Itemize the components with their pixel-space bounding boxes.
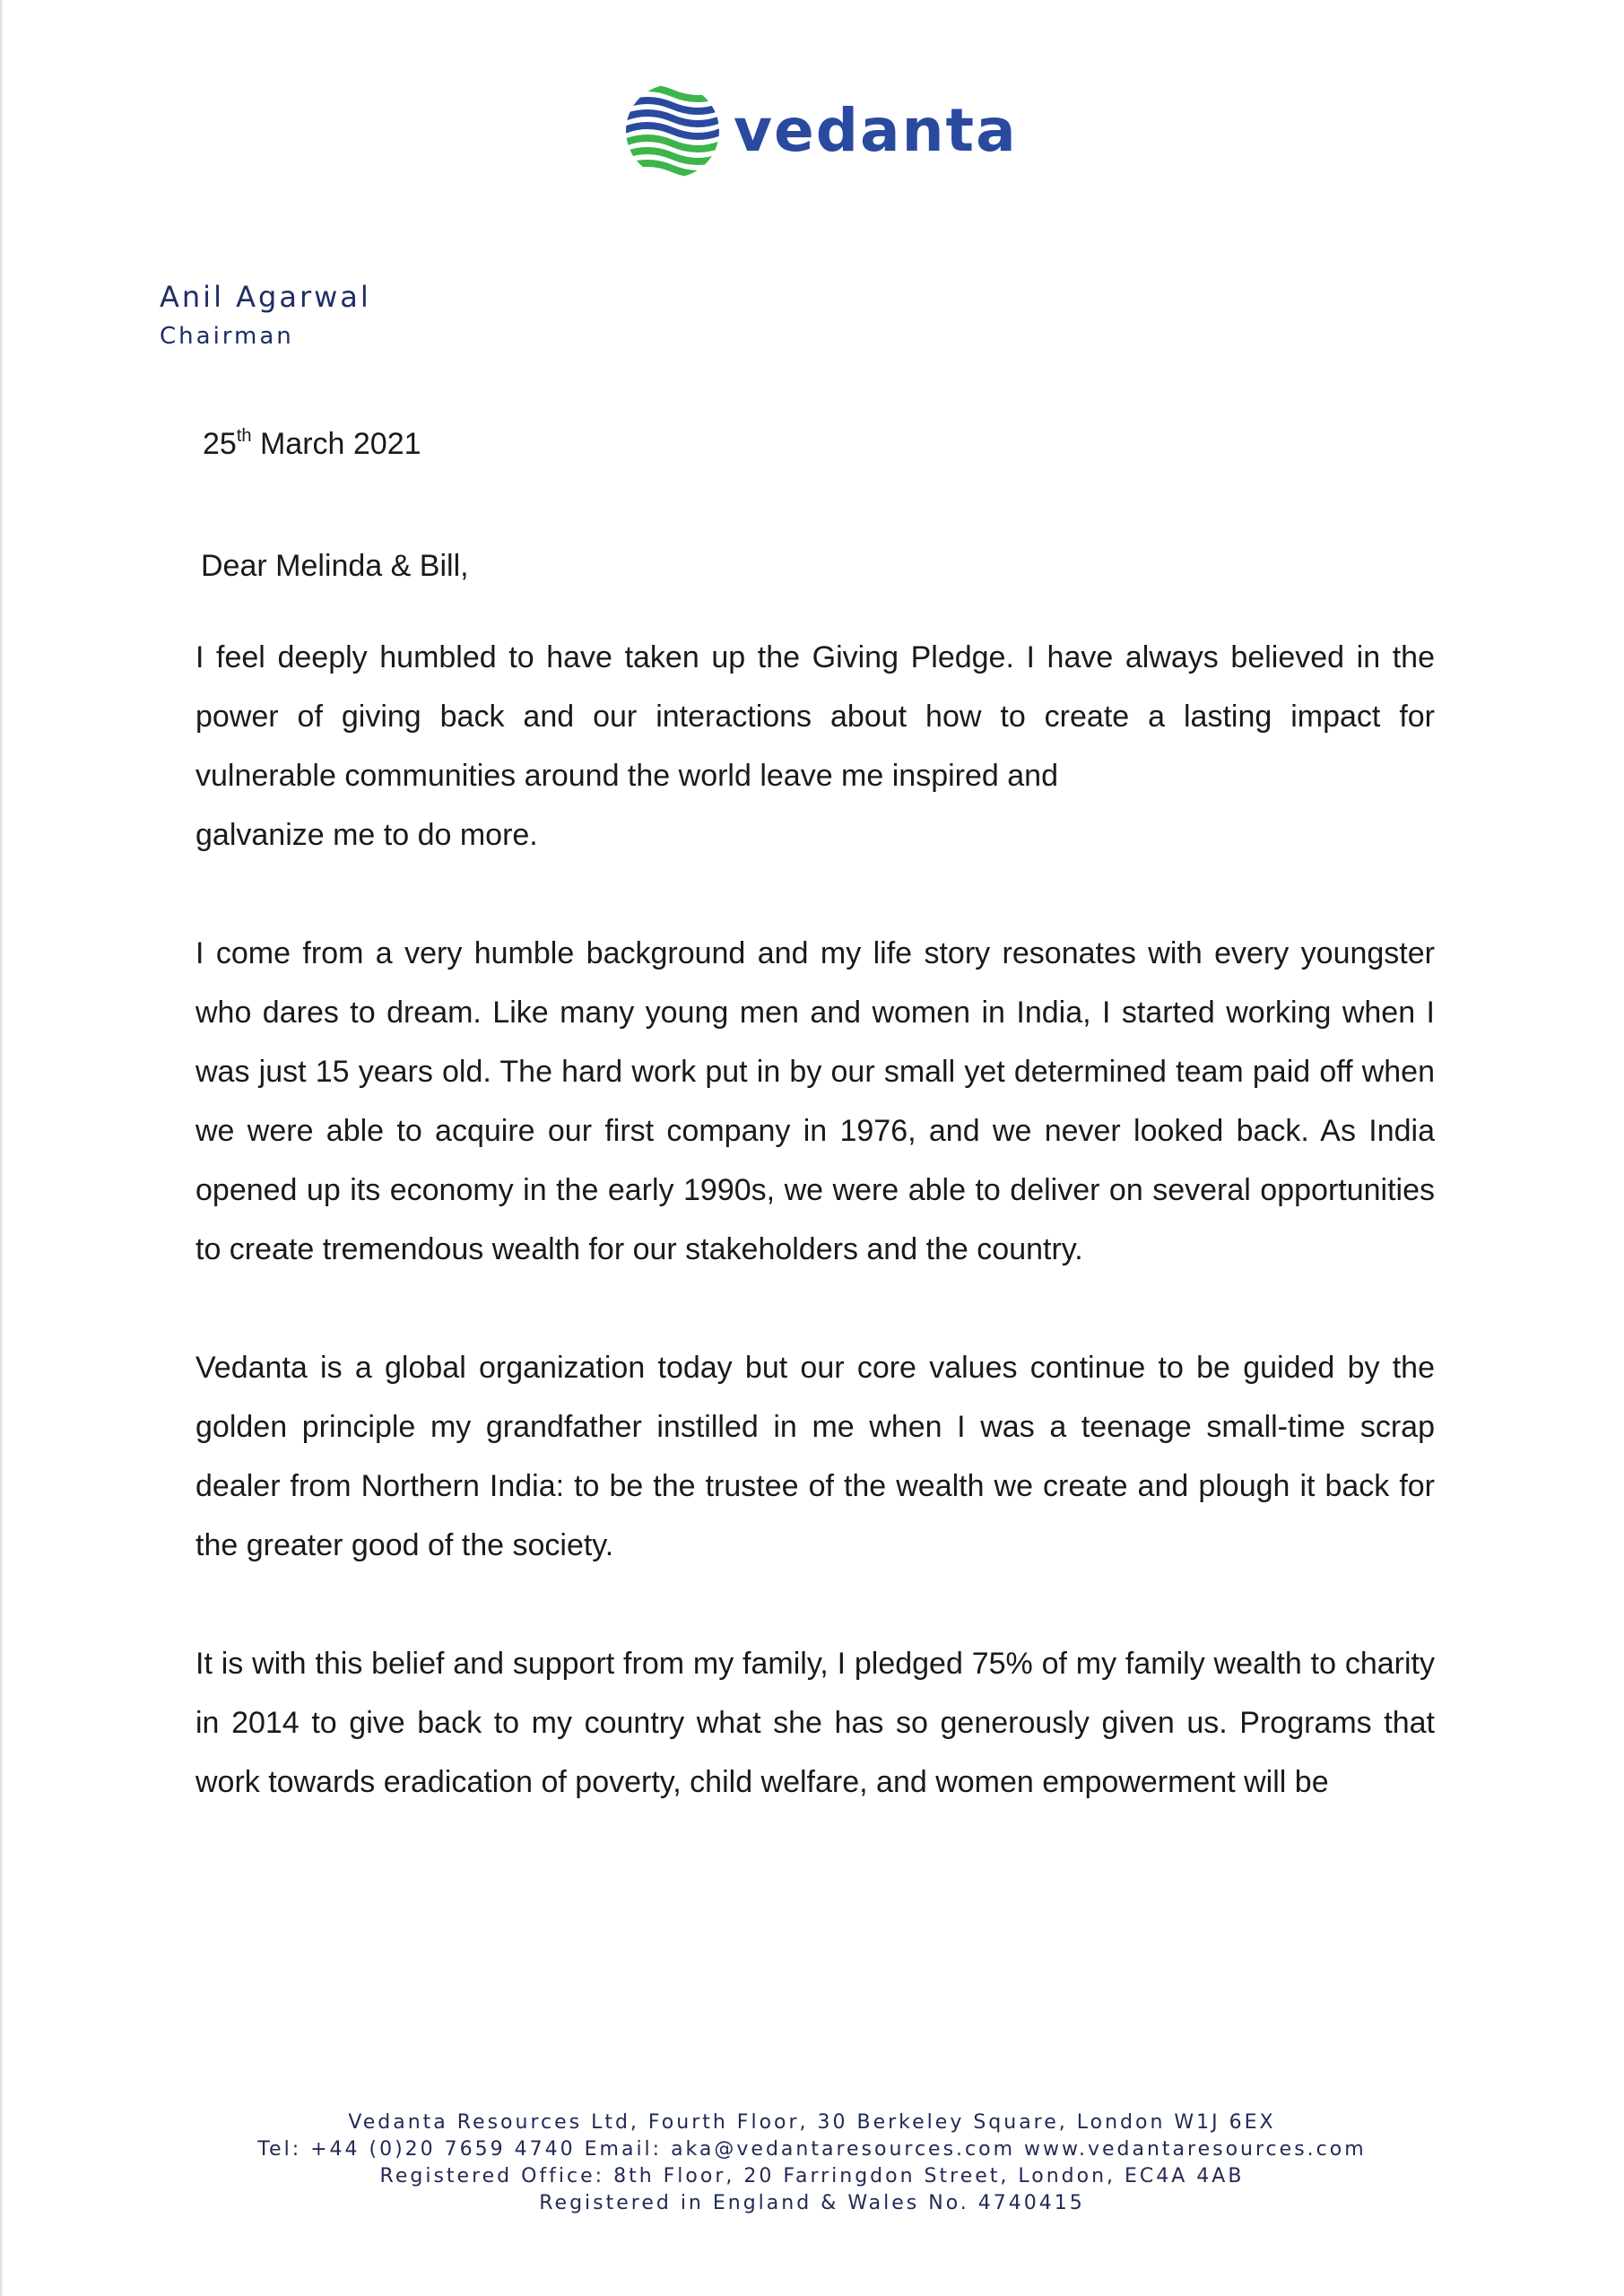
footer-registration: Registered in England & Wales No. 4740415 — [539, 2192, 1085, 2214]
paragraph-4: It is with this belief and support from my family, I pledged 75% of my family wealth to charity in 2014 to give back to my country what she has so generously given us. Programs that work towards eradication of poverty, child welfare, and women empowerment will be — [195, 1647, 1435, 1799]
footer-address: Vedanta Resources Ltd, Fourth Floor, 30 Berkeley Square, London W1J 6EX — [348, 2111, 1276, 2134]
company-logo — [622, 79, 1018, 183]
paragraph-1-tail: galvanize me to do more. — [195, 818, 538, 852]
date-day: 25 — [203, 427, 237, 461]
date-month-year: March 2021 — [259, 427, 421, 461]
paragraph-2: I come from a very humble background and my life story resonates with every youngster who dares to dream. Like many young men and women in India, I started working when I was just 15 years old. The hard work put in by our small yet determined team paid off when we were able to acquire our first company in 1976, and we never looked back. As India opened up its economy in the early 1990s, we were able to deliver on several opportunities to create tremendous wealth for our stakeholders and the country. — [195, 936, 1435, 1266]
footer-registered-office: Registered Office: 8th Floor, 20 Farringdon Street, London, EC4A 4AB — [379, 2165, 1245, 2187]
sender-title: Chairman — [160, 323, 294, 350]
letter-body — [195, 628, 1435, 1812]
salutation: Dear Melinda & Bill, — [201, 549, 469, 583]
date-suffix: th — [236, 426, 252, 446]
footer-contact: Tel: +44 (0)20 7659 4740 Email: aka@vedantaresources.com www.vedantaresources.com — [257, 2138, 1367, 2161]
vedanta-wave-logo-icon — [622, 81, 723, 181]
paragraph-1: I feel deeply humbled to have taken up the Giving Pledge. I have always believed in the power of giving back and our interactions about how to create a lasting impact for vulnerable communities around the world leave me inspired and — [195, 640, 1435, 793]
page-edge — [0, 0, 4, 2296]
sender-name: Anil Agarwal — [160, 280, 371, 314]
paragraph-3: Vedanta is a global organization today but our core values continue to be guided by the golden principle my grandfather instilled in me when I was a teenage small-time scrap dealer from Northern India: to be the trustee of the wealth we create and plough it back for the greater good of the society. — [195, 1351, 1435, 1562]
letter-date — [203, 427, 421, 462]
logo-wordmark: vedanta — [734, 96, 1018, 165]
letterhead-footer — [0, 2109, 1624, 2217]
